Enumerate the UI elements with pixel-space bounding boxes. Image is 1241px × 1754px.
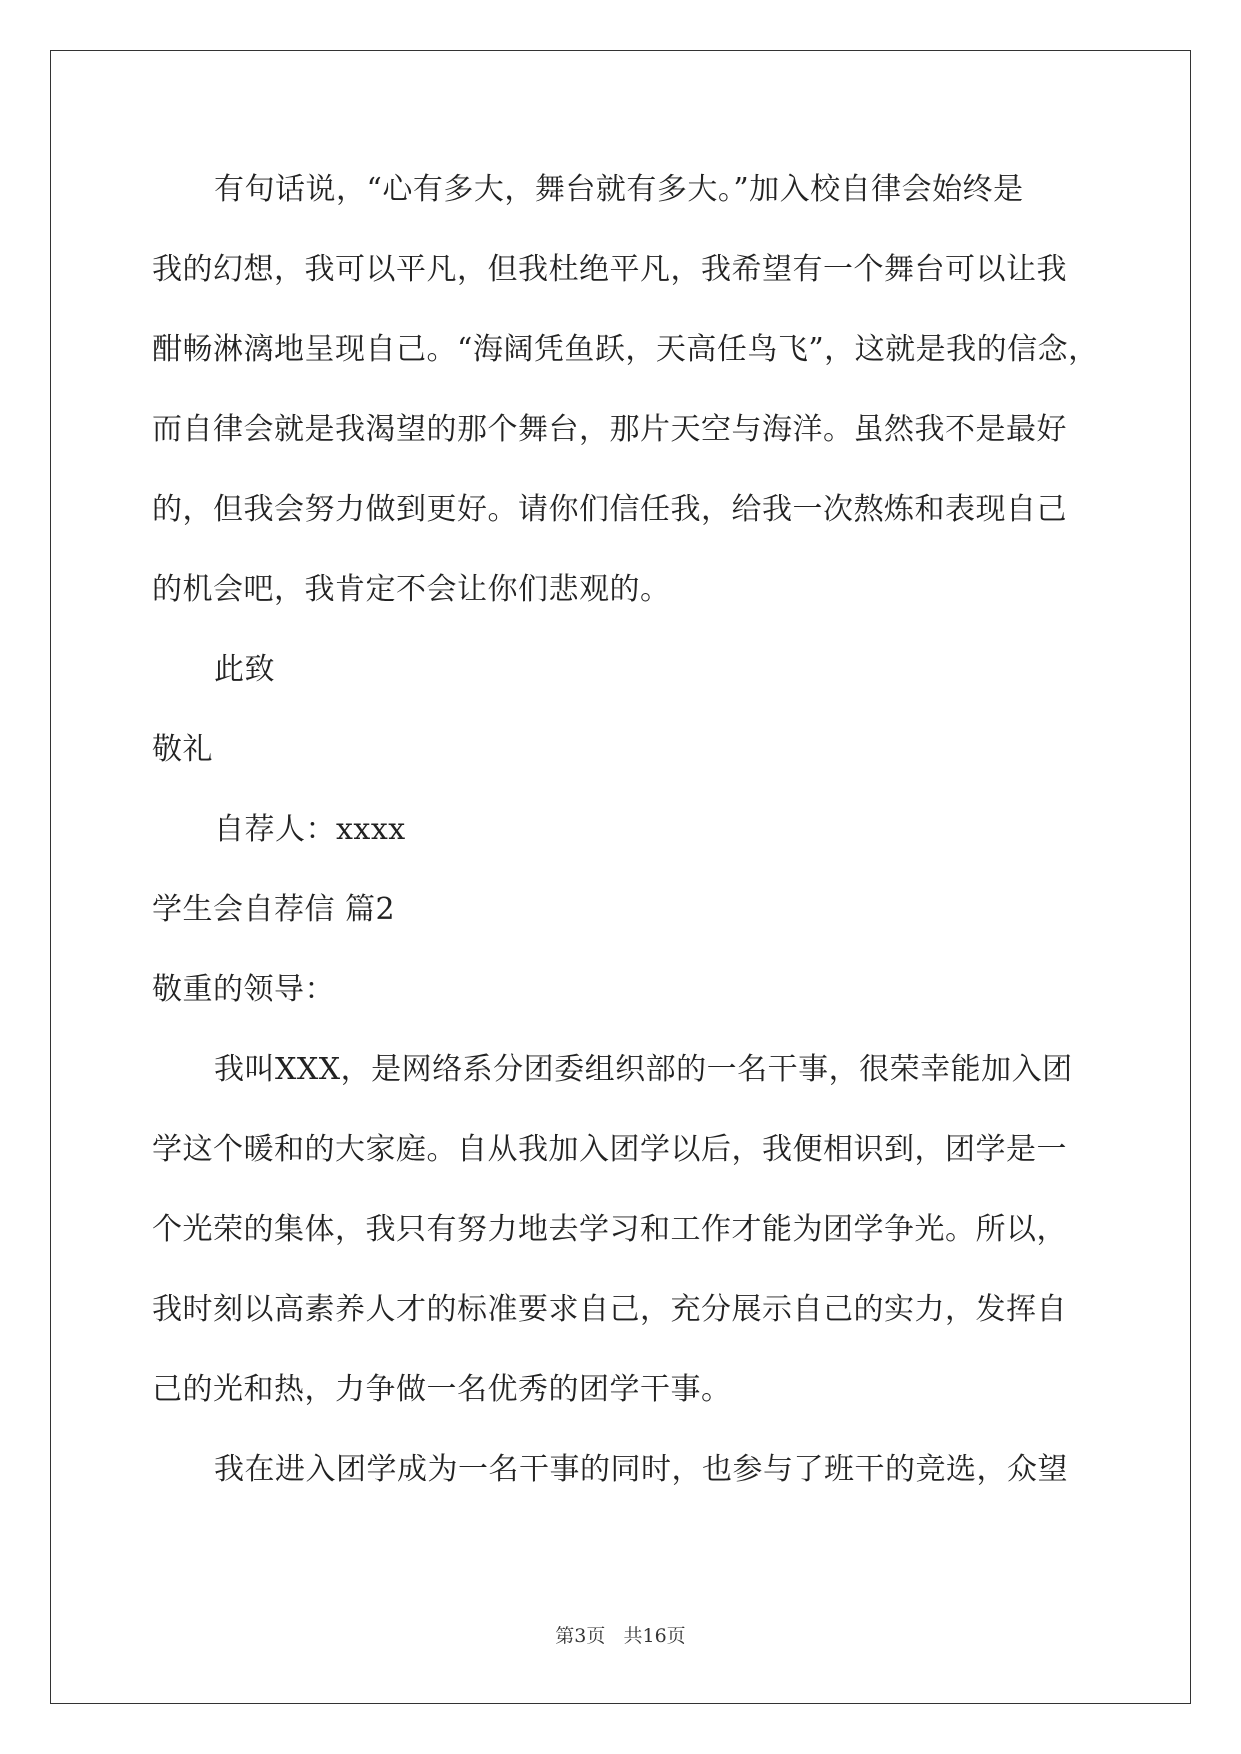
paragraph-line: 的机会吧，我肯定不会让你们悲观的。 xyxy=(152,572,671,607)
greeting: 敬重的领导： xyxy=(152,972,335,1007)
closing-regards: 敬礼 xyxy=(152,732,213,767)
paragraph-line: 个光荣的集体，我只有努力地去学习和工作才能为团学争光。所以， xyxy=(152,1212,1067,1247)
page-number-footer xyxy=(0,1624,1241,1648)
paragraph-line: 学这个暖和的大家庭。自从我加入团学以后，我便相识到，团学是一 xyxy=(152,1132,1067,1167)
signature-line: 自荐人：xxxx xyxy=(214,812,406,847)
paragraph-line: 我的幻想，我可以平凡，但我杜绝平凡，我希望有一个舞台可以让我 xyxy=(152,252,1067,287)
paragraph-line: 酣畅淋漓地呈现自己。“海阔凭鱼跃，天高任鸟飞”，这就是我的信念， xyxy=(152,332,1099,367)
page-number-label: 第3页 共16页 xyxy=(555,1625,686,1647)
paragraph-line: 我在进入团学成为一名干事的同时，也参与了班干的竞选，众望 xyxy=(214,1452,1068,1487)
section-heading: 学生会自荐信 篇2 xyxy=(152,892,396,927)
paragraph-line: 我时刻以高素养人才的标准要求自己，充分展示自己的实力，发挥自 xyxy=(152,1292,1067,1327)
paragraph-line: 己的光和热，力争做一名优秀的团学干事。 xyxy=(152,1372,732,1407)
paragraph-line: 的，但我会努力做到更好。请你们信任我，给我一次熬炼和表现自己 xyxy=(152,492,1067,527)
paragraph-line: 有句话说，“心有多大，舞台就有多大。”加入校自律会始终是 xyxy=(214,172,1024,207)
paragraph-line: 我叫XXX，是网络系分团委组织部的一名干事，很荣幸能加入团 xyxy=(214,1052,1073,1087)
paragraph-line: 而自律会就是我渴望的那个舞台，那片天空与海洋。虽然我不是最好 xyxy=(152,412,1067,447)
closing-salutation: 此致 xyxy=(214,652,275,687)
